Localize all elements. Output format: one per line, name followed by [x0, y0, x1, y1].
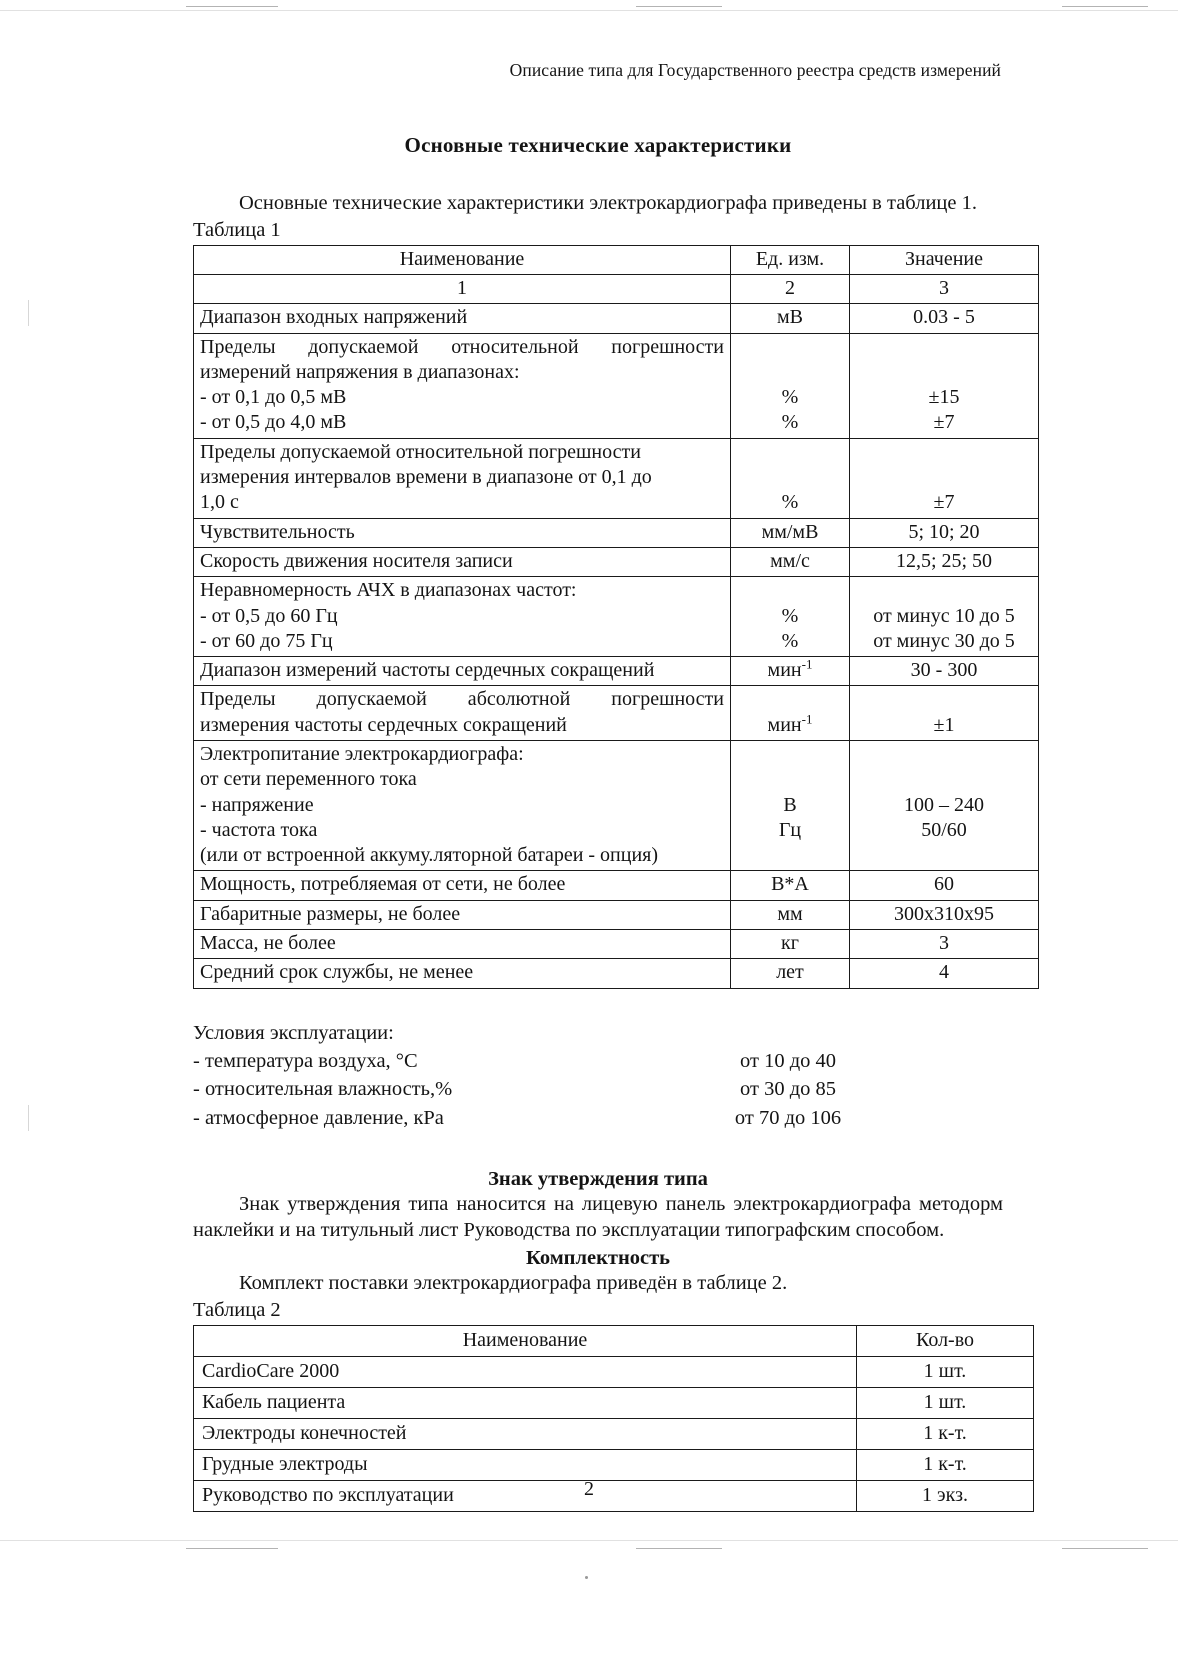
spec-unit-line: лет: [776, 961, 804, 984]
table-row: [194, 871, 1039, 900]
spec-unit-line: В*А: [771, 873, 809, 896]
scan-top-edge: [0, 10, 1178, 11]
approval-mark-paragraph: Знак утверждения типа наносится на лицевую панель электрокардиографа методорм наклейки и на титульный лист Руководства по эксплуатации типографским способом.: [193, 1192, 1003, 1242]
spec-name-line: от сети переменного тока: [200, 768, 417, 791]
spec-name-line: 1,0 с: [200, 491, 239, 514]
column-header-name: Наименование: [194, 245, 731, 274]
spec-unit-line: мм/с: [770, 549, 810, 572]
table-row: [194, 438, 1039, 518]
table-row: [194, 686, 1039, 741]
spec-name-line: - от 60 до 75 Гц: [200, 629, 333, 652]
spec-value-cell: [850, 871, 1039, 900]
table-row: [194, 740, 1039, 870]
completeness-intro-paragraph: Комплект поставки электрокардиографа приведён в таблице 2.: [239, 1272, 788, 1295]
spec-name-line: Пределы допускаемой относительной погрешности: [200, 440, 641, 463]
condition-value: от 70 до 106: [734, 1106, 842, 1129]
spec-unit-line: %: [781, 491, 799, 514]
table-header-row: [194, 245, 1039, 274]
spec-unit-cell: [731, 900, 850, 929]
kit-item-qty: 1 шт.: [857, 1356, 1034, 1387]
spec-value-cell: [850, 740, 1039, 870]
column-number-value: 3: [850, 274, 1039, 303]
operating-conditions: [193, 1019, 1003, 1132]
spec-name-cell: [194, 304, 731, 333]
table-row: [194, 959, 1039, 988]
completeness-title: Комплектность: [525, 1247, 671, 1270]
table-header-row: [194, 1325, 1034, 1356]
page-title: Основные технические характеристики: [404, 133, 792, 157]
spec-unit-cell: [731, 547, 850, 576]
spec-unit-cell: [731, 438, 850, 518]
spec-unit-cell: [731, 518, 850, 547]
scan-tick: [28, 1105, 29, 1131]
specs-table: [193, 245, 1039, 989]
spec-name-line: - частота тока: [200, 818, 318, 841]
kit-item-name: Руководство по эксплуатации: [194, 1480, 857, 1511]
table-row: [194, 518, 1039, 547]
spec-name-line: Мощность, потребляемая от сети, не более: [200, 873, 566, 896]
spec-name-cell: [194, 333, 731, 438]
table-row: [194, 304, 1039, 333]
spec-value-line: ±15: [928, 386, 960, 409]
spec-value-cell: [850, 900, 1039, 929]
table-row: [194, 547, 1039, 576]
running-head: Описание типа для Государственного реестра средств измерений: [509, 60, 1001, 80]
spec-value-line: от минус 30 до 5: [873, 629, 1015, 652]
conditions-title: Условия эксплуатации:: [193, 1021, 394, 1044]
spec-name-line: Диапазон измерений частоты сердечных сокращений: [200, 659, 655, 682]
spec-unit-line: %: [781, 629, 799, 652]
spec-value-line: 60: [934, 873, 954, 896]
specs-intro-paragraph: Основные технические характеристики электрокардиографа приведены в таблице 1.: [239, 192, 977, 214]
page-content: [193, 60, 1015, 1512]
condition-label: - атмосферное давление, кРа: [193, 1106, 444, 1129]
spec-unit-line: В: [783, 793, 797, 816]
spec-name-line: измерений напряжения в диапазонах:: [200, 360, 520, 383]
table-row: [194, 657, 1039, 686]
spec-name-cell: [194, 686, 731, 741]
table-row: [194, 1356, 1034, 1387]
spec-value-line: ±1: [933, 713, 955, 736]
scan-tick: [186, 6, 278, 7]
scan-tick: [28, 300, 29, 326]
spec-name-line: измерения частоты сердечных сокращений: [200, 713, 567, 736]
spec-name-line: Средний срок службы, не менее: [200, 961, 474, 984]
column-number-unit: 2: [731, 274, 850, 303]
column-header-name: Наименование: [194, 1325, 857, 1356]
spec-name-line: Чувствительность: [200, 520, 355, 543]
table-row: [194, 333, 1039, 438]
condition-value: от 30 до 85: [740, 1078, 836, 1101]
spec-name-line: - от 0,5 до 60 Гц: [200, 604, 338, 627]
table-row: [194, 930, 1039, 959]
spec-name-line: - от 0,1 до 0,5 мВ: [200, 386, 347, 409]
spec-unit-cell: [731, 930, 850, 959]
approval-mark-title: Знак утверждения типа: [488, 1167, 708, 1190]
spec-value-cell: [850, 577, 1039, 657]
spec-value-line: от минус 10 до 5: [873, 604, 1015, 627]
scan-tick: [186, 1548, 278, 1549]
spec-name-line: - от 0,5 до 4,0 мВ: [200, 411, 347, 434]
spec-unit-cell: [731, 657, 850, 686]
column-header-qty: Кол-во: [857, 1325, 1034, 1356]
spec-name-line: Пределы допускаемой относительной погрешности: [200, 335, 724, 358]
spec-name-line: Скорость движения носителя записи: [200, 549, 513, 572]
spec-value-cell: [850, 304, 1039, 333]
spec-unit-line: %: [781, 411, 799, 434]
scan-tick: [1062, 6, 1148, 7]
spec-name-line: измерения интервалов времени в диапазоне от 0,1 до: [200, 466, 652, 489]
condition-label: - относительная влажность,%: [193, 1078, 453, 1101]
table-row: [194, 1387, 1034, 1418]
kit-item-qty: 1 шт.: [857, 1387, 1034, 1418]
scan-tick: [636, 1548, 722, 1549]
kit-item-name: Электроды конечностей: [194, 1418, 857, 1449]
table-column-number-row: [194, 274, 1039, 303]
spec-value-line: 100 – 240: [904, 793, 984, 816]
spec-value-line: 3: [939, 932, 949, 955]
kit-item-qty: 1 экз.: [857, 1480, 1034, 1511]
kit-item-name: Кабель пациента: [194, 1387, 857, 1418]
table-2-caption: Таблица 2: [193, 1298, 281, 1321]
spec-value-cell: [850, 930, 1039, 959]
kit-item-qty: 1 к-т.: [857, 1418, 1034, 1449]
spec-value-cell: [850, 959, 1039, 988]
spec-unit-line: мм: [777, 902, 803, 925]
spec-value-line: 30 - 300: [910, 659, 978, 682]
spec-unit-line: Гц: [778, 818, 802, 841]
spec-unit-cell: [731, 871, 850, 900]
spec-value-cell: [850, 547, 1039, 576]
kit-item-name: CardioCare 2000: [194, 1356, 857, 1387]
column-header-value: Значение: [850, 245, 1039, 274]
spec-name-cell: [194, 577, 731, 657]
spec-unit-cell: [731, 304, 850, 333]
spec-unit-cell: [731, 740, 850, 870]
spec-unit-line: %: [781, 604, 799, 627]
spec-unit-line: мин$^{-1}$: [767, 711, 813, 736]
condition-row: [193, 1075, 1003, 1103]
spec-value-cell: [850, 657, 1039, 686]
spec-value-line: 50/60: [921, 818, 967, 841]
spec-value-cell: [850, 438, 1039, 518]
spec-unit-cell: [731, 577, 850, 657]
scan-speck: [585, 1576, 588, 1579]
spec-name-cell: [194, 930, 731, 959]
scan-tick: [636, 6, 722, 7]
table-1-caption: Таблица 1: [193, 218, 281, 241]
spec-value-cell: [850, 333, 1039, 438]
spec-value-cell: [850, 686, 1039, 741]
spec-name-line: Диапазон входных напряжений: [200, 306, 468, 329]
spec-name-cell: [194, 959, 731, 988]
kit-item-qty: 1 к-т.: [857, 1449, 1034, 1480]
spec-name-cell: [194, 871, 731, 900]
spec-name-cell: [194, 438, 731, 518]
spec-name-cell: [194, 900, 731, 929]
spec-unit-line: кг: [781, 932, 799, 955]
scan-bottom-edge: [0, 1540, 1178, 1541]
spec-name-cell: [194, 740, 731, 870]
spec-value-line: 0.03 - 5: [913, 306, 975, 329]
spec-name-line: Неравномерность АЧХ в диапазонах частот:: [200, 579, 577, 602]
kit-item-name: Грудные электроды: [194, 1449, 857, 1480]
spec-unit-line: мин$^{-1}$: [767, 656, 813, 682]
spec-name-cell: [194, 657, 731, 686]
spec-value-line: ±7: [933, 411, 955, 434]
spec-name-line: (или от встроенной аккуму.ляторной батареи - опция): [200, 844, 659, 867]
page-number: 2: [584, 1478, 594, 1500]
column-number-name: 1: [194, 274, 731, 303]
spec-value-line: 300х310х95: [894, 902, 994, 925]
spec-name-line: Электропитание электрокардиографа:: [200, 742, 524, 765]
spec-unit-line: %: [781, 386, 799, 409]
spec-name-cell: [194, 518, 731, 547]
spec-value-line: 5; 10; 20: [908, 520, 980, 543]
spec-name-line: Масса, не более: [200, 932, 336, 955]
table-row: [194, 1449, 1034, 1480]
condition-label: - температура воздуха, °С: [193, 1049, 418, 1072]
table-row: [194, 900, 1039, 929]
spec-value-cell: [850, 518, 1039, 547]
spec-unit-line: мм/мВ: [761, 520, 819, 543]
spec-unit-cell: [731, 959, 850, 988]
condition-row: [193, 1104, 1003, 1132]
spec-name-cell: [194, 547, 731, 576]
spec-name-line: Габаритные размеры, не более: [200, 902, 461, 925]
spec-value-line: 4: [939, 961, 949, 984]
condition-row: [193, 1047, 1003, 1075]
spec-name-line: Пределы допускаемой абсолютной погрешности: [200, 688, 724, 711]
condition-value: от 10 до 40: [740, 1049, 836, 1072]
column-header-unit: Ед. изм.: [731, 245, 850, 274]
table-row: [194, 577, 1039, 657]
scan-tick: [1062, 1548, 1148, 1549]
spec-unit-line: мВ: [777, 306, 803, 329]
table-row: [194, 1418, 1034, 1449]
spec-value-line: 12,5; 25; 50: [895, 549, 993, 572]
spec-unit-cell: [731, 333, 850, 438]
spec-value-line: ±7: [933, 491, 955, 514]
spec-unit-cell: [731, 686, 850, 741]
spec-name-line: - напряжение: [200, 793, 314, 816]
